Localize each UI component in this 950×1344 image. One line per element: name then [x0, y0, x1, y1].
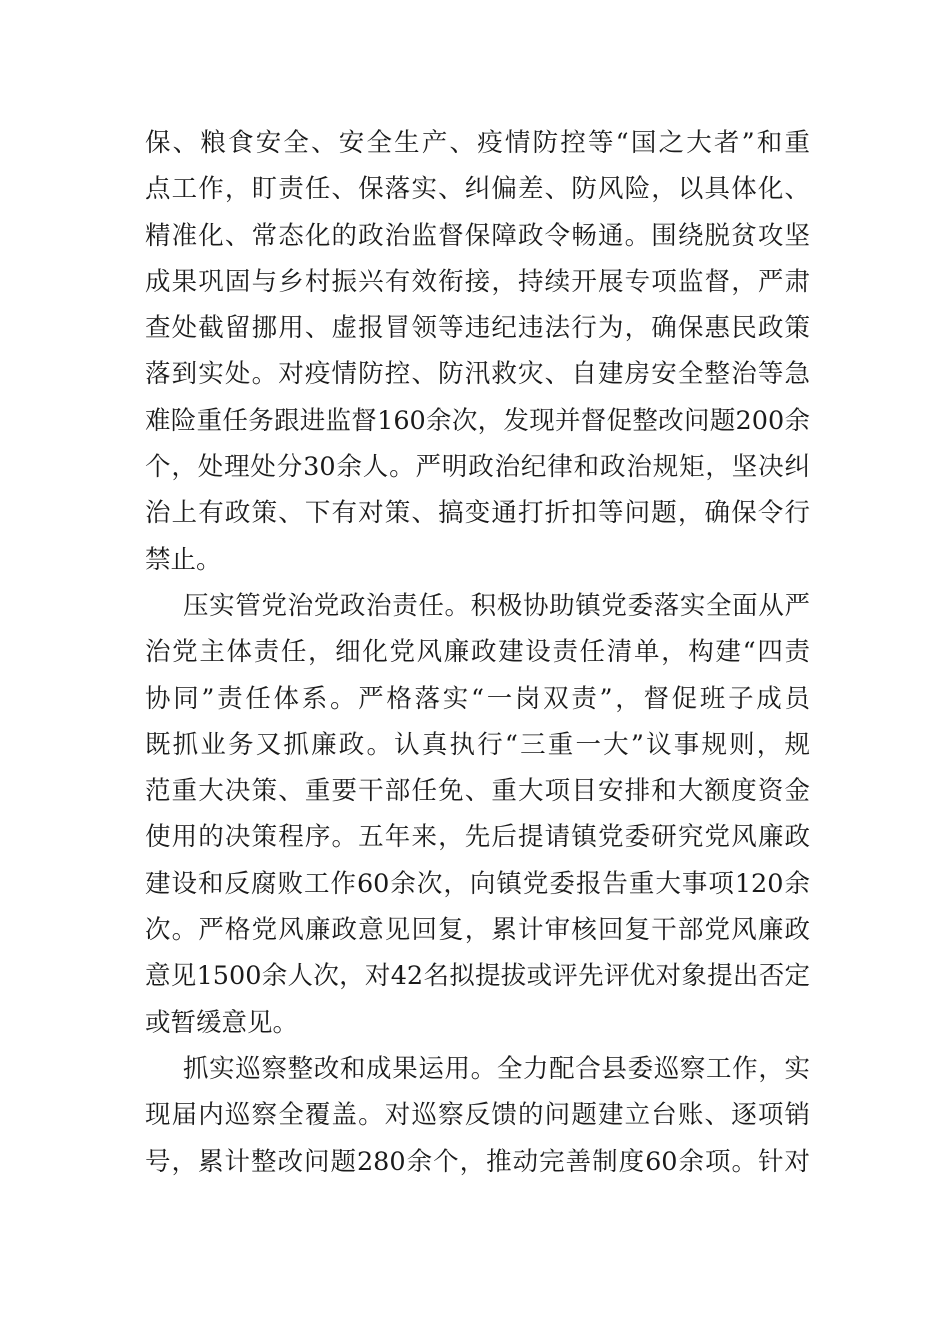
paragraph-1-line-5: 查处截留挪用、虚报冒领等违纪违法行为，确保惠民政策 [145, 313, 810, 344]
paragraph-2-line-3: 协同”责任体系。严格落实“一岗双责”，督促班子成员 [145, 683, 810, 714]
paragraph-1-line-9: 治上有政策、下有对策、搞变通打折扣等问题，确保令行 [145, 498, 810, 529]
paragraph-1-line-1: 保、粮食安全、安全生产、疫情防控等“国之大者”和重 [145, 128, 810, 158]
paragraph-3-line-2: 现届内巡察全覆盖。对巡察反馈的问题建立台账、逐项销 [145, 1100, 810, 1131]
document-body [145, 120, 810, 1185]
paragraph-2-line-10: 或暂缓意见。 [145, 1007, 299, 1038]
paragraph-3-line-3: 号，累计整改问题280余个，推动完善制度60余项。针对 [145, 1146, 810, 1177]
paragraph-2-line-1: 压实管党治党政治责任。积极协助镇党委落实全面从严 [183, 590, 810, 621]
paragraph-3-line-1: 抓实巡察整改和成果运用。全力配合县委巡察工作，实 [183, 1053, 810, 1084]
paragraph-2-line-2: 治党主体责任，细化党风廉政建设责任清单，构建“四责 [145, 637, 810, 668]
paragraph-2-line-9: 意见1500余人次，对42名拟提拔或评先评优对象提出否定 [145, 961, 810, 992]
paragraph-1-line-4: 成果巩固与乡村振兴有效衔接，持续开展专项监督，严肃 [145, 266, 810, 297]
paragraph-2-line-8: 次。严格党风廉政意见回复，累计审核回复干部党风廉政 [145, 915, 810, 946]
paragraph-1-line-8: 个，处理处分30余人。严明政治纪律和政治规矩，坚决纠 [145, 452, 810, 483]
paragraph-1-line-6: 落到实处。对疫情防控、防汛救灾、自建房安全整治等急 [145, 359, 810, 390]
paragraph-2-line-4: 既抓业务又抓廉政。认真执行“三重一大”议事规则，规 [145, 729, 810, 760]
paragraph-1-line-3: 精准化、常态化的政治监督保障政令畅通。围绕脱贫攻坚 [145, 220, 810, 251]
paragraph-1-line-7: 难险重任务跟进监督160余次，发现并督促整改问题200余 [145, 405, 810, 436]
paragraph-1-line-2: 点工作，盯责任、保落实、纠偏差、防风险，以具体化、 [145, 174, 810, 205]
paragraph-2-line-6: 使用的决策程序。五年来，先后提请镇党委研究党风廉政 [145, 822, 810, 853]
paragraph-1-line-10: 禁止。 [145, 544, 222, 575]
paragraph-2-line-7: 建设和反腐败工作60余次，向镇党委报告重大事项120余 [145, 868, 810, 899]
paragraph-2-line-5: 范重大决策、重要干部任免、重大项目安排和大额度资金 [145, 776, 810, 807]
